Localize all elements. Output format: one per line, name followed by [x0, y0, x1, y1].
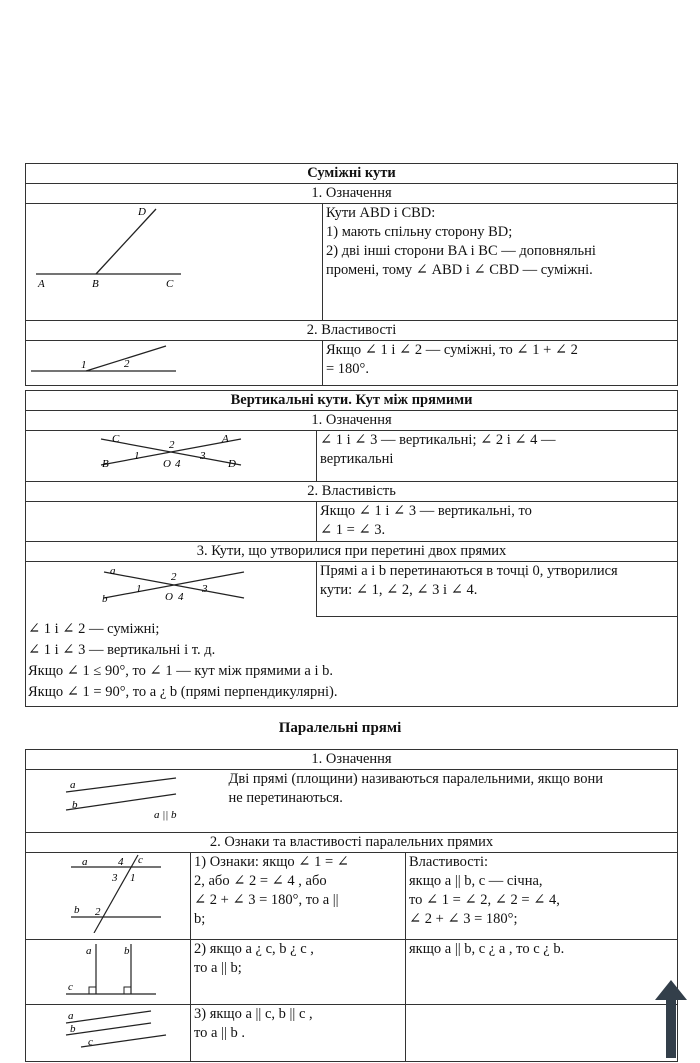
signs2-line-1: 2) якщо a ¿ c, b ¿ c , [194, 941, 314, 957]
parallel-definition [191, 770, 678, 833]
parallel-props-2 [406, 940, 678, 1005]
label-b: b [72, 799, 78, 811]
label-c: c [138, 854, 143, 866]
label-1: 1 [134, 450, 140, 462]
adjacent-prop-line-2: = 180°. [326, 361, 369, 377]
label-C: C [166, 278, 174, 290]
three-parallel-diagram [26, 1005, 191, 1055]
adjacent-prop-heading: 2. Властивості [26, 321, 678, 341]
label-b: b [74, 904, 80, 916]
label-angle-1: 1 [81, 359, 87, 371]
parallel-def-line-2: не перетинаються. [228, 790, 343, 806]
parallel-lines-diagram [26, 770, 226, 826]
label-A: A [38, 278, 45, 290]
vertical-figure [26, 431, 317, 482]
cross-line-2: кути: ∠ 1, ∠ 2, ∠ 3 і ∠ 4. [320, 582, 478, 598]
label-O: O [165, 591, 173, 603]
note-3: Якщо ∠ 1 ≤ 90°, то ∠ 1 — кут між прямими a і b. [28, 662, 333, 679]
parallel-lines-table [25, 749, 678, 1062]
adjacent-def-line-2: 1) мають спільну сторону BD; [326, 224, 513, 240]
parallel-props-3-empty [406, 1005, 678, 1062]
perpendicular-diagram [26, 940, 191, 998]
vertical-notes [26, 616, 678, 706]
parallel-sign1-figure [26, 853, 191, 940]
label-O: O [163, 458, 171, 470]
arrow-up-icon [654, 978, 688, 1058]
vertical-def-heading: 1. Означення [26, 411, 678, 431]
signs3-line-2: то a || b . [194, 1025, 246, 1041]
parallel-sign2-figure [26, 940, 191, 1005]
label-angle-2: 2 [124, 358, 130, 370]
cross-description [317, 562, 678, 617]
adjacent-def-heading: 1. Означення [26, 184, 678, 204]
label-a: a [70, 779, 76, 791]
label-2: 2 [171, 571, 177, 583]
vertical-title: Вертикальні кути. Кут між прямими [26, 391, 678, 411]
vertical-angles-diagram [26, 431, 317, 475]
label-a: a [110, 565, 116, 577]
transversal-diagram [26, 853, 191, 933]
parallel-signs-3 [191, 1005, 406, 1062]
parallel-def-line-1: Дві прямі (площини) називаються паралельними, якщо вони [228, 771, 603, 787]
note-4: Якщо ∠ 1 = 90°, то a ¿ b (прямі перпендикулярні). [28, 683, 338, 700]
parallel-signs-2 [191, 940, 406, 1005]
vertical-cross-heading: 3. Кути, що утворилися при перетині двох прямих [26, 542, 678, 562]
parallel-def-heading: 1. Означення [26, 750, 678, 770]
label-c: c [88, 1036, 93, 1048]
label-a: a [68, 1010, 74, 1022]
label-2: 2 [95, 906, 101, 918]
signs1-line-2: 2, або ∠ 2 = ∠ 4 , або [194, 873, 327, 889]
props1-line-4: ∠ 2 + ∠ 3 = 180°; [409, 911, 518, 927]
label-b: b [70, 1023, 76, 1035]
vertical-prop-empty [26, 502, 317, 542]
vertical-prop-line-1: Якщо ∠ 1 і ∠ 3 — вертикальні, то [320, 503, 532, 519]
label-C: C [112, 433, 120, 445]
adjacent-def-line-4: променi, тому ∠ ABD і ∠ CBD — суміжні. [326, 262, 593, 278]
label-1: 1 [136, 583, 142, 595]
adjacent-def-line-3: 2) дві інші сторони BA і BC — доповняльні [326, 243, 596, 259]
vertical-property [317, 502, 678, 542]
label-A: A [222, 433, 229, 445]
signs1-line-3: ∠ 2 + ∠ 3 = 180°, то a || [194, 892, 339, 908]
adjacent-angles-table [25, 163, 678, 386]
label-4: 4 [175, 458, 181, 470]
signs2-line-2: то a || b; [194, 960, 242, 976]
label-3: 3 [200, 450, 206, 462]
adjacent-figure [26, 204, 323, 321]
label-b: b [102, 593, 108, 605]
vertical-def-line-1: ∠ 1 і ∠ 3 — вертикальні; ∠ 2 і ∠ 4 — [320, 432, 556, 448]
crossing-lines-diagram [26, 562, 317, 610]
vertical-def-line-2: вертикальні [320, 451, 394, 467]
label-a: a [86, 945, 92, 957]
parallel-title: Паралельні прямі [278, 720, 402, 736]
label-B: B [92, 278, 99, 290]
label-1: 1 [130, 872, 136, 884]
props2-line-1: якщо a || b, c ¿ a , то c ¿ b. [409, 941, 565, 957]
adjacent-property [323, 341, 678, 386]
parallel-signs-1 [191, 853, 406, 940]
adjacent-definition [323, 204, 678, 321]
parallel-signs-heading: 2. Ознаки та властивості паралельних прямих [26, 833, 678, 853]
label-a: a [82, 856, 88, 868]
scroll-up-button[interactable] [654, 978, 688, 1063]
label-a-parallel-b: a || b [154, 809, 177, 821]
signs3-line-1: 3) якщо a || c, b || c , [194, 1006, 313, 1022]
note-2: ∠ 1 і ∠ 3 — вертикальні і т. д. [28, 641, 216, 658]
vertical-prop-heading: 2. Властивість [26, 482, 678, 502]
vertical-prop-line-2: ∠ 1 = ∠ 3. [320, 522, 386, 538]
label-4: 4 [118, 856, 124, 868]
vertical-angles-table [25, 390, 678, 707]
label-2: 2 [169, 439, 175, 451]
cross-line-1: Прямі a і b перетинаються в точці 0, утворилися [320, 563, 618, 579]
adjacent-def-line-1: Кути ABD і CBD: [326, 205, 436, 221]
label-b: b [124, 945, 130, 957]
vertical-definition [317, 431, 678, 482]
adjacent-title: Суміжні кути [26, 164, 678, 184]
signs1-line-4: b; [194, 911, 206, 927]
adjacent-prop-figure [26, 341, 323, 386]
props1-line-3: то ∠ 1 = ∠ 2, ∠ 2 = ∠ 4, [409, 892, 560, 908]
label-3: 3 [202, 583, 208, 595]
props1-line-1: Властивості: [409, 854, 489, 870]
adjacent-angles-diagram [26, 204, 323, 314]
label-3: 3 [112, 872, 118, 884]
parallel-props-1 [406, 853, 678, 940]
signs1-line-1: 1) Ознаки: якщо ∠ 1 = ∠ [194, 854, 349, 870]
label-c: c [68, 981, 73, 993]
label-B: B [102, 458, 109, 470]
label-D: D [138, 206, 146, 218]
props1-line-2: якщо a || b, c — січна, [409, 873, 543, 889]
adjacent-prop-diagram [26, 341, 316, 379]
note-1: ∠ 1 і ∠ 2 — суміжні; [28, 620, 160, 637]
parallel-def-figure [26, 770, 191, 833]
cross-figure [26, 562, 317, 617]
parallel-sign3-figure [26, 1005, 191, 1062]
adjacent-prop-line-1: Якщо ∠ 1 і ∠ 2 — суміжні, то ∠ 1 + ∠ 2 [326, 342, 578, 358]
label-D: D [228, 458, 236, 470]
label-4: 4 [178, 591, 184, 603]
